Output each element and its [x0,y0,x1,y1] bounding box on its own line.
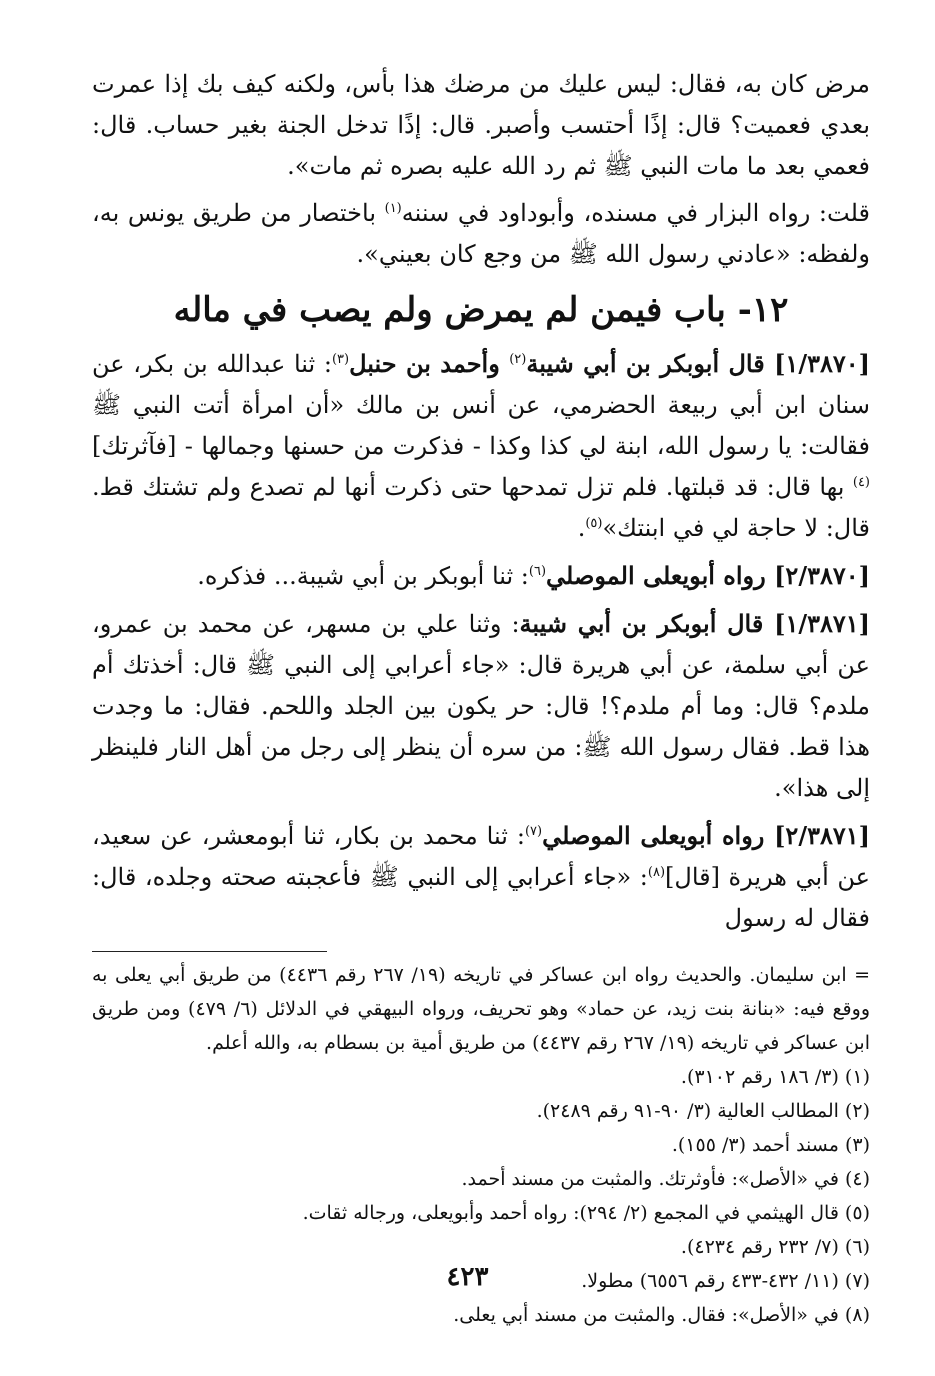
footnote-ref: (٦) [528,564,547,579]
footnote-item: (٢) المطالب العالية (٣/ ٩٠-٩١ رقم ٢٤٨٩). [536,1100,870,1122]
hadith-text: : «جاء أعرابي إلى النبي ﷺ فأعجبته صحته وجلده، قال: فقال له رسول [92,863,870,932]
hadith-text: : ثنا عبدالله بن بكر، عن سنان ابن أبي ربيعة الحضرمي، عن أنس بن مالك «أن امرأة أتت النبي ﷺ فقالت: يا رسول الله، ابنة لي كذا وكذا - فذكرت من حسنها وجمالها - [فآثرتك] [92,350,871,460]
footnote-ref: (٤) [852,475,870,490]
footnote-ref: (٧) [524,824,543,839]
footnote-ref: (٢) [509,352,527,367]
footnote-ref: (٨) [647,865,666,880]
page-content [92,64,870,1332]
hadith-3870-2 [92,555,870,597]
narrator-name: قال أبوبكر بن أبي شيبة [519,609,775,638]
footnote-item: (٧) (١١/ ٤٣٢-٤٣٣ رقم ٦٥٥٦) مطولا. [581,1270,870,1292]
paragraph-text: قلت: رواه البزار في مسنده، وأبوداود في سننه [401,199,870,227]
footnote-continuation: = ابن سليمان. والحديث رواه ابن عساكر في تاريخه (١٩/ ٢٦٧ رقم ٤٤٣٦) من طريق أبي يعلى به ووقع فيه: «بنانة بنت زيد، عن حماد» وهو تحريف، ورواه البيهقي في الدلائل (٦/ ٤٧٩) ومن طريق ابن عساكر في تاريخه (١٩/ ٢٦٧ رقم ٤٤٣٧) من طريق أمية بن بسطام به، والله أعلم. [92,964,871,1054]
chapter-heading: ١٢- باب فيمن لم يمرض ولم يصب في ماله [173,290,789,330]
hadith-text: بها قال: قد قبلتها. فلم تزل تمدحها حتى ذكرت أنها لم تصدع ولم تشتك قط. قال: لا حاجة لي في ابنتك» [92,473,870,542]
footnote-item: (٨) في «الأصل»: فقال. والمثبت من مسند أبي يعلى. [453,1304,870,1326]
footnote-separator [92,951,327,952]
hadith-number: [١/٣٨٧١] [774,609,871,638]
hadith-number: [٢/٣٨٧٠] [774,561,870,590]
paragraph-text: باختصار من طريق يونس به، ولفظه: «عادني رسول الله ﷺ من وجع كان بعيني». [92,199,870,268]
hadith-text: : ثنا محمد بن بكار، ثنا أبومعشر، عن سعيد، عن أبي هريرة [قال] [92,822,871,891]
narrator-name: قال أبوبكر بن أبي شيبة [526,349,775,378]
narrator-name: وأحمد بن حنبل [349,349,510,378]
footnote-ref: (١) [384,201,402,216]
footnote-ref: (٣) [331,352,350,367]
footnote-ref: (٥) [585,516,603,531]
footnote-item: (٤) في «الأصل»: فأوثرتك. والمثبت من مسند أحمد. [461,1168,870,1190]
paragraph-text: مرض كان به، فقال: ليس عليك من مرضك هذا بأس، ولكنه كيف بك إذا عمرت بعدي فعميت؟ قال: إذًا أحتسب وأصبر. قال: إذًا تدخل الجنة بغير حساب. قال: فعمي بعد ما مات النبي ﷺ ثم رد الله عليه بصره ثم مات». [92,70,870,180]
hadith-number: [١/٣٨٧٠] [774,349,870,378]
hadith-text: : ثنا أبوبكر بن أبي شيبة... فذكره. [197,562,529,590]
hadith-3871-2 [92,815,870,939]
hadith-text: : وثنا علي بن مسهر، عن محمد بن عمرو، عن أبي سلمة، عن أبي هريرة قال: «جاء أعرابي إلى النبي ﷺ قال: أخذتك أم ملدم؟ قال: وما أم ملدم؟! قال: حر يكون بين الجلد واللحم. فقال: ما وجدت هذا قط. فقال رسول الله ﷺ: من سره أن ينظر إلى رجل من أهل النار فلينظر إلى هذا». [92,610,870,802]
narrator-name: رواه أبويعلى الموصلي [542,821,775,850]
hadith-text: . [577,514,586,542]
footnote-item: (٥) قال الهيثمي في المجمع (٢/ ٢٩٤): رواه أحمد وأبويعلى، ورجاله ثقات. [302,1202,870,1224]
hadith-3871-1 [92,603,870,809]
footnote-item: (٦) (٧/ ٢٣٢ رقم ٤٢٣٤). [680,1236,870,1258]
hadith-number: [٢/٣٨٧١] [774,821,870,850]
narrator-name: رواه أبويعلى الموصلي [546,561,775,590]
footnote-item: (٣) مسند أحمد (٣/ ١٥٥). [671,1134,870,1156]
footnote-item: (١) (٣/ ١٨٦ رقم ٣١٠٢). [680,1066,870,1088]
paragraph-comment [92,193,870,275]
paragraph-continuation [92,64,870,187]
hadith-3870-1 [92,343,870,549]
page-number: ٤٢٣ [446,1262,489,1292]
